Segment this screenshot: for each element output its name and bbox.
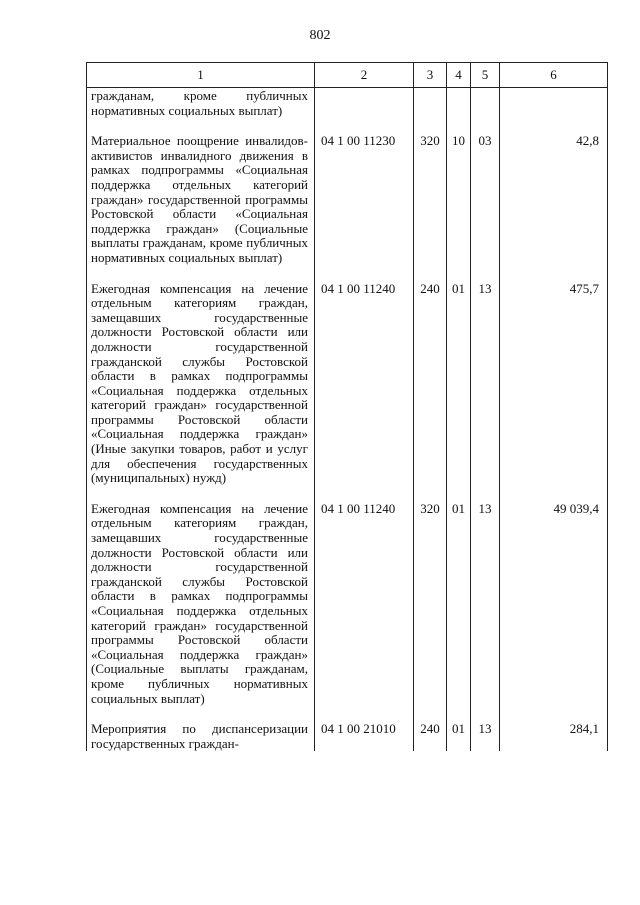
row-name: Ежегодная компенсация на лечение отдельным категориям граждан, замещавших государственные должности Ростовской области или должности государственной гражданской службы Ростовской области в рамках подпрограммы «Социальная поддержка отдельных категорий граждан» государственной программы Ростовской области «Социальная поддержка граждан» (Социальные выплаты гражданам, кроме публичных нормативных социальных выплат)	[87, 500, 315, 720]
row-c3	[414, 88, 447, 133]
column-header-6: 6	[500, 63, 608, 88]
row-code	[315, 88, 414, 133]
table-row	[87, 500, 608, 720]
column-header-2: 2	[315, 63, 414, 88]
row-c5: 13	[471, 500, 500, 720]
table-row	[87, 280, 608, 500]
row-c5: 03	[471, 132, 500, 279]
table-row	[87, 720, 608, 751]
row-code: 04 1 00 21010	[315, 720, 414, 751]
row-code: 04 1 00 11240	[315, 280, 414, 500]
row-c5: 13	[471, 280, 500, 500]
row-name: Ежегодная компенсация на лечение отдельным категориям граждан, замещавших государственные должности Ростовской области или должности государственной гражданской службы Ростовской области в рамках подпрограммы «Социальная поддержка отдельных категорий граждан» государственной программы Ростовской области «Социальная поддержка граждан» (Иные закупки товаров, работ и услуг для обеспечения государственных (муниципальных) нужд)	[87, 280, 315, 500]
row-c5: 13	[471, 720, 500, 751]
row-c3: 320	[414, 132, 447, 279]
row-name: Материальное поощрение инвалидов-активистов инвалидного движения в рамках подпрограммы «Социальная поддержка отдельных категорий граждан» государственной программы Ростовской области «Социальная поддержка граждан» (Социальные выплаты гражданам, кроме публичных нормативных социальных выплат)	[87, 132, 315, 279]
page-number: 802	[309, 28, 331, 43]
budget-table	[86, 62, 608, 751]
row-name: Мероприятия по диспансеризации государственных граждан-	[87, 720, 315, 751]
row-c4: 10	[447, 132, 471, 279]
row-amount: 284,1	[500, 720, 608, 751]
row-name: гражданам, кроме публичных нормативных социальных выплат)	[87, 88, 315, 133]
row-c4: 01	[447, 720, 471, 751]
row-amount: 49 039,4	[500, 500, 608, 720]
row-amount	[500, 88, 608, 133]
row-code: 04 1 00 11240	[315, 500, 414, 720]
table-row	[87, 132, 608, 279]
header-row	[87, 63, 608, 88]
row-code: 04 1 00 11230	[315, 132, 414, 279]
row-c5	[471, 88, 500, 133]
table-row	[87, 88, 608, 133]
column-header-3: 3	[414, 63, 447, 88]
row-c3: 240	[414, 280, 447, 500]
column-header-1: 1	[87, 63, 315, 88]
row-amount: 42,8	[500, 132, 608, 279]
row-c3: 240	[414, 720, 447, 751]
row-c4: 01	[447, 500, 471, 720]
row-c4: 01	[447, 280, 471, 500]
column-header-5: 5	[471, 63, 500, 88]
row-c4	[447, 88, 471, 133]
column-header-4: 4	[447, 63, 471, 88]
row-c3: 320	[414, 500, 447, 720]
row-amount: 475,7	[500, 280, 608, 500]
